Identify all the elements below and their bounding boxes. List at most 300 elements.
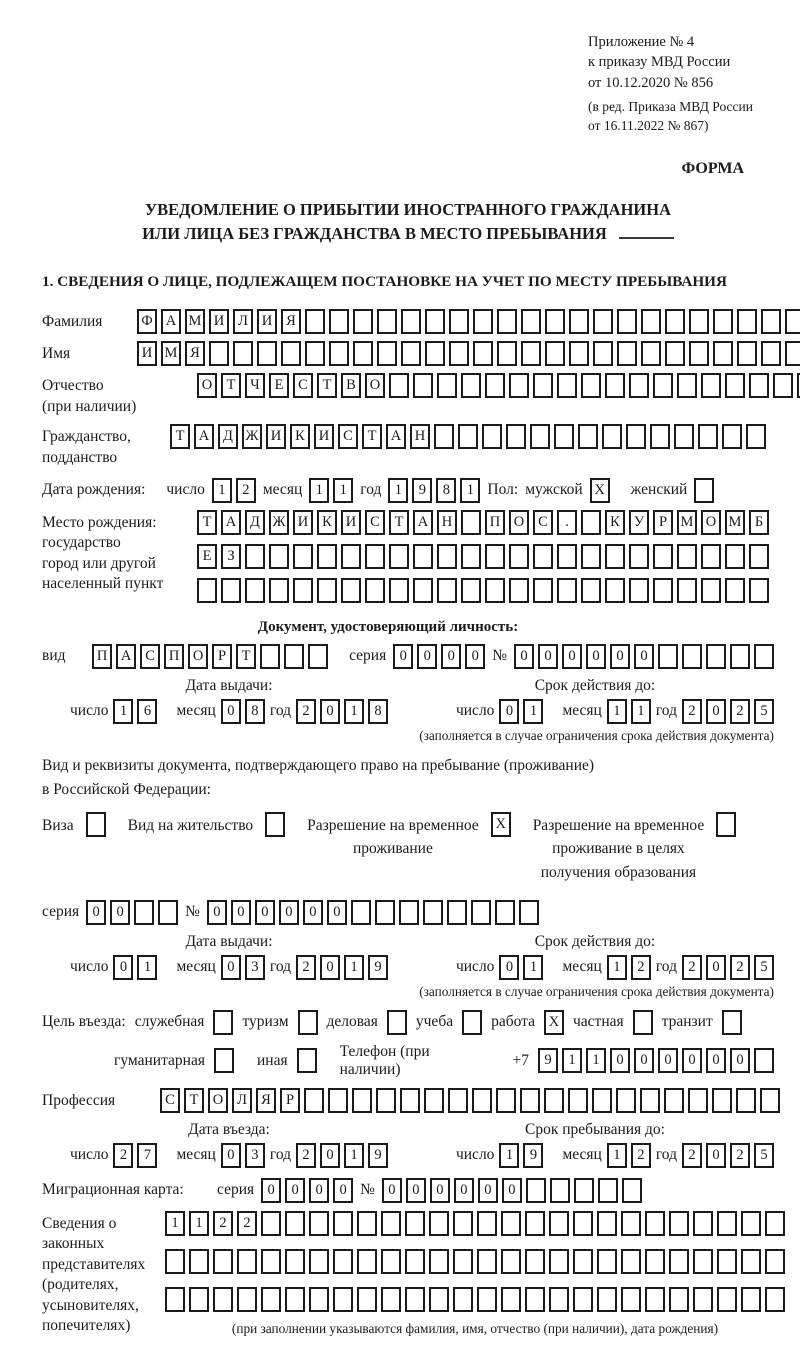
form-cell[interactable]	[713, 341, 733, 366]
form-cell[interactable]	[399, 900, 419, 925]
form-cell[interactable]: С	[338, 424, 358, 449]
form-cell[interactable]	[462, 1010, 482, 1035]
form-cell[interactable]: А	[413, 510, 433, 535]
form-cell[interactable]: С	[533, 510, 553, 535]
form-cell[interactable]	[496, 1088, 516, 1113]
form-cell[interactable]	[308, 644, 328, 669]
form-cell[interactable]	[653, 373, 673, 398]
form-cell[interactable]	[526, 1178, 546, 1203]
form-cell[interactable]	[664, 1088, 684, 1113]
form-cell[interactable]	[581, 373, 601, 398]
form-cell[interactable]: Н	[410, 424, 430, 449]
form-cell[interactable]	[429, 1211, 449, 1236]
form-cell[interactable]	[717, 1287, 737, 1312]
form-cell[interactable]: Т	[170, 424, 190, 449]
form-cell[interactable]	[689, 341, 709, 366]
form-cell[interactable]	[213, 1249, 233, 1274]
form-cell[interactable]: 0	[86, 900, 106, 925]
form-cell[interactable]	[716, 812, 736, 837]
form-cell[interactable]: Ф	[137, 309, 157, 334]
form-cell[interactable]	[189, 1287, 209, 1312]
form-cell[interactable]: Е	[269, 373, 289, 398]
form-cell[interactable]	[309, 1249, 329, 1274]
form-cell[interactable]: П	[485, 510, 505, 535]
form-cell[interactable]: К	[317, 510, 337, 535]
form-cell[interactable]	[197, 578, 217, 603]
form-cell[interactable]	[329, 309, 349, 334]
form-cell[interactable]	[477, 1249, 497, 1274]
form-cell[interactable]	[712, 1088, 732, 1113]
form-cell[interactable]: З	[221, 544, 241, 569]
form-cell[interactable]: 0	[454, 1178, 474, 1203]
form-cell[interactable]: 0	[658, 1048, 678, 1073]
form-cell[interactable]	[485, 544, 505, 569]
form-cell[interactable]: 0	[465, 644, 485, 669]
form-cell[interactable]	[413, 373, 433, 398]
form-cell[interactable]	[605, 373, 625, 398]
form-cell[interactable]	[677, 544, 697, 569]
form-cell[interactable]	[578, 424, 598, 449]
form-cell[interactable]	[461, 544, 481, 569]
form-cell[interactable]: 1	[523, 699, 543, 724]
form-cell[interactable]	[640, 1088, 660, 1113]
form-cell[interactable]	[549, 1249, 569, 1274]
form-cell[interactable]	[581, 544, 601, 569]
form-cell[interactable]	[749, 544, 769, 569]
form-cell[interactable]	[722, 424, 742, 449]
form-cell[interactable]: 0	[610, 644, 630, 669]
form-cell[interactable]	[645, 1211, 665, 1236]
form-cell[interactable]: М	[725, 510, 745, 535]
form-cell[interactable]	[261, 1211, 281, 1236]
form-cell[interactable]	[317, 578, 337, 603]
form-cell[interactable]	[506, 424, 526, 449]
form-cell[interactable]	[461, 373, 481, 398]
form-cell[interactable]	[285, 1249, 305, 1274]
form-cell[interactable]	[525, 1249, 545, 1274]
form-cell[interactable]	[333, 1249, 353, 1274]
form-cell[interactable]: 0	[221, 1143, 241, 1168]
form-cell[interactable]	[309, 1287, 329, 1312]
form-cell[interactable]	[351, 900, 371, 925]
form-cell[interactable]: 0	[478, 1178, 498, 1203]
form-cell[interactable]: М	[185, 309, 205, 334]
form-cell[interactable]	[574, 1178, 594, 1203]
form-cell[interactable]: 0	[417, 644, 437, 669]
form-cell[interactable]: 9	[368, 955, 388, 980]
form-cell[interactable]	[449, 309, 469, 334]
form-cell[interactable]: 0	[231, 900, 251, 925]
form-cell[interactable]: 0	[333, 1178, 353, 1203]
form-cell[interactable]: 1	[499, 1143, 519, 1168]
form-cell[interactable]	[375, 900, 395, 925]
form-cell[interactable]	[437, 373, 457, 398]
form-cell[interactable]	[329, 341, 349, 366]
form-cell[interactable]: А	[194, 424, 214, 449]
form-cell[interactable]: 2	[237, 1211, 257, 1236]
form-cell[interactable]	[458, 424, 478, 449]
form-cell[interactable]: Я	[185, 341, 205, 366]
form-cell[interactable]	[533, 544, 553, 569]
form-cell[interactable]	[605, 544, 625, 569]
form-cell[interactable]	[677, 373, 697, 398]
form-cell[interactable]: И	[293, 510, 313, 535]
form-cell[interactable]	[357, 1211, 377, 1236]
form-cell[interactable]	[677, 578, 697, 603]
form-cell[interactable]: С	[160, 1088, 180, 1113]
form-cell[interactable]: О	[509, 510, 529, 535]
form-cell[interactable]	[501, 1249, 521, 1274]
form-cell[interactable]: Т	[317, 373, 337, 398]
form-cell[interactable]	[381, 1211, 401, 1236]
form-cell[interactable]	[265, 812, 285, 837]
form-cell[interactable]: 0	[706, 1048, 726, 1073]
form-cell[interactable]: 0	[320, 1143, 340, 1168]
form-cell[interactable]	[413, 578, 433, 603]
form-cell[interactable]: Р	[212, 644, 232, 669]
form-cell[interactable]: 0	[441, 644, 461, 669]
form-cell[interactable]	[626, 424, 646, 449]
form-cell[interactable]	[405, 1211, 425, 1236]
form-cell[interactable]	[741, 1249, 761, 1274]
form-cell[interactable]	[519, 900, 539, 925]
form-cell[interactable]: Ч	[245, 373, 265, 398]
form-cell[interactable]: 0	[706, 955, 726, 980]
form-cell[interactable]	[544, 1088, 564, 1113]
form-cell[interactable]: 0	[303, 900, 323, 925]
form-cell[interactable]	[765, 1211, 785, 1236]
form-cell[interactable]	[749, 373, 769, 398]
form-cell[interactable]	[501, 1211, 521, 1236]
form-cell[interactable]	[309, 1211, 329, 1236]
form-cell[interactable]: 2	[296, 699, 316, 724]
form-cell[interactable]	[761, 309, 781, 334]
form-cell[interactable]	[333, 1287, 353, 1312]
form-cell[interactable]	[701, 578, 721, 603]
form-cell[interactable]	[765, 1249, 785, 1274]
form-cell[interactable]	[581, 510, 601, 535]
form-cell[interactable]: Т	[221, 373, 241, 398]
form-cell[interactable]	[165, 1287, 185, 1312]
form-cell[interactable]	[573, 1211, 593, 1236]
form-cell[interactable]	[341, 544, 361, 569]
form-cell[interactable]	[429, 1287, 449, 1312]
form-cell[interactable]	[376, 1088, 396, 1113]
form-cell[interactable]	[592, 1088, 612, 1113]
form-cell[interactable]: О	[188, 644, 208, 669]
form-cell[interactable]	[554, 424, 574, 449]
form-cell[interactable]	[485, 373, 505, 398]
form-cell[interactable]	[549, 1211, 569, 1236]
form-cell[interactable]	[353, 309, 373, 334]
form-cell[interactable]	[573, 1249, 593, 1274]
form-cell[interactable]	[434, 424, 454, 449]
form-cell[interactable]	[525, 1287, 545, 1312]
form-cell[interactable]: X	[544, 1010, 564, 1035]
form-cell[interactable]: 1	[189, 1211, 209, 1236]
form-cell[interactable]	[525, 1211, 545, 1236]
form-cell[interactable]	[533, 578, 553, 603]
form-cell[interactable]: И	[209, 309, 229, 334]
form-cell[interactable]	[269, 544, 289, 569]
form-cell[interactable]: 0	[706, 699, 726, 724]
form-cell[interactable]	[617, 341, 637, 366]
form-cell[interactable]	[365, 578, 385, 603]
form-cell[interactable]: 0	[682, 1048, 702, 1073]
form-cell[interactable]: Л	[233, 309, 253, 334]
form-cell[interactable]	[645, 1287, 665, 1312]
form-cell[interactable]: 9	[412, 478, 432, 503]
form-cell[interactable]	[453, 1211, 473, 1236]
form-cell[interactable]	[341, 578, 361, 603]
form-cell[interactable]	[221, 578, 241, 603]
form-cell[interactable]: Т	[236, 644, 256, 669]
form-cell[interactable]	[520, 1088, 540, 1113]
form-cell[interactable]: 0	[110, 900, 130, 925]
form-cell[interactable]	[689, 309, 709, 334]
form-cell[interactable]	[401, 309, 421, 334]
form-cell[interactable]	[473, 341, 493, 366]
form-cell[interactable]: 2	[682, 955, 702, 980]
form-cell[interactable]	[617, 309, 637, 334]
form-cell[interactable]	[269, 578, 289, 603]
form-cell[interactable]	[413, 544, 433, 569]
form-cell[interactable]: 5	[754, 1143, 774, 1168]
form-cell[interactable]: Я	[256, 1088, 276, 1113]
form-cell[interactable]	[621, 1287, 641, 1312]
form-cell[interactable]	[245, 544, 265, 569]
form-cell[interactable]: У	[629, 510, 649, 535]
form-cell[interactable]: 6	[137, 699, 157, 724]
form-cell[interactable]: 2	[730, 1143, 750, 1168]
form-cell[interactable]	[629, 544, 649, 569]
form-cell[interactable]	[722, 1010, 742, 1035]
form-cell[interactable]	[425, 341, 445, 366]
form-cell[interactable]: Е	[197, 544, 217, 569]
form-cell[interactable]: 2	[631, 955, 651, 980]
form-cell[interactable]	[477, 1287, 497, 1312]
form-cell[interactable]	[357, 1287, 377, 1312]
form-cell[interactable]: 0	[562, 644, 582, 669]
form-cell[interactable]	[754, 644, 774, 669]
form-cell[interactable]: 0	[730, 1048, 750, 1073]
form-cell[interactable]	[629, 578, 649, 603]
form-cell[interactable]: О	[197, 373, 217, 398]
form-cell[interactable]	[285, 1287, 305, 1312]
form-cell[interactable]	[134, 900, 154, 925]
form-cell[interactable]: Д	[218, 424, 238, 449]
form-cell[interactable]: Н	[437, 510, 457, 535]
form-cell[interactable]	[725, 373, 745, 398]
form-cell[interactable]: С	[365, 510, 385, 535]
form-cell[interactable]	[557, 373, 577, 398]
form-cell[interactable]: 2	[296, 1143, 316, 1168]
form-cell[interactable]	[261, 1249, 281, 1274]
form-cell[interactable]: Я	[281, 309, 301, 334]
form-cell[interactable]: 1	[309, 478, 329, 503]
form-cell[interactable]: 3	[245, 1143, 265, 1168]
form-cell[interactable]	[509, 373, 529, 398]
form-cell[interactable]	[281, 341, 301, 366]
form-cell[interactable]: 0	[393, 644, 413, 669]
form-cell[interactable]	[389, 544, 409, 569]
form-cell[interactable]: 2	[296, 955, 316, 980]
form-cell[interactable]	[387, 1010, 407, 1035]
form-cell[interactable]	[569, 341, 589, 366]
form-cell[interactable]: О	[208, 1088, 228, 1113]
form-cell[interactable]: Т	[362, 424, 382, 449]
form-cell[interactable]	[305, 309, 325, 334]
form-cell[interactable]	[400, 1088, 420, 1113]
form-cell[interactable]	[447, 900, 467, 925]
form-cell[interactable]: 1	[523, 955, 543, 980]
form-cell[interactable]	[597, 1211, 617, 1236]
form-cell[interactable]: П	[164, 644, 184, 669]
form-cell[interactable]: 2	[236, 478, 256, 503]
form-cell[interactable]: 1	[137, 955, 157, 980]
form-cell[interactable]	[730, 644, 750, 669]
form-cell[interactable]	[405, 1249, 425, 1274]
form-cell[interactable]: 0	[113, 955, 133, 980]
form-cell[interactable]	[545, 309, 565, 334]
form-cell[interactable]	[550, 1178, 570, 1203]
form-cell[interactable]: 1	[165, 1211, 185, 1236]
form-cell[interactable]	[602, 424, 622, 449]
form-cell[interactable]	[297, 1048, 317, 1073]
form-cell[interactable]: 0	[499, 699, 519, 724]
form-cell[interactable]	[633, 1010, 653, 1035]
form-cell[interactable]	[785, 309, 800, 334]
form-cell[interactable]: 0	[279, 900, 299, 925]
form-cell[interactable]	[605, 578, 625, 603]
form-cell[interactable]	[509, 578, 529, 603]
form-cell[interactable]: 8	[436, 478, 456, 503]
form-cell[interactable]	[597, 1287, 617, 1312]
form-cell[interactable]: 0	[706, 1143, 726, 1168]
form-cell[interactable]	[521, 309, 541, 334]
form-cell[interactable]	[706, 644, 726, 669]
form-cell[interactable]: 9	[523, 1143, 543, 1168]
form-cell[interactable]	[165, 1249, 185, 1274]
form-cell[interactable]: 0	[538, 644, 558, 669]
form-cell[interactable]: И	[341, 510, 361, 535]
form-cell[interactable]	[761, 341, 781, 366]
form-cell[interactable]	[381, 1287, 401, 1312]
form-cell[interactable]	[405, 1287, 425, 1312]
form-cell[interactable]: 0	[255, 900, 275, 925]
form-cell[interactable]: 7	[137, 1143, 157, 1168]
form-cell[interactable]: А	[221, 510, 241, 535]
form-cell[interactable]: 1	[460, 478, 480, 503]
form-cell[interactable]	[461, 578, 481, 603]
form-cell[interactable]	[497, 309, 517, 334]
form-cell[interactable]: 1	[344, 699, 364, 724]
form-cell[interactable]: 0	[586, 644, 606, 669]
form-cell[interactable]	[737, 341, 757, 366]
form-cell[interactable]: О	[701, 510, 721, 535]
form-cell[interactable]: 1	[212, 478, 232, 503]
form-cell[interactable]	[693, 1211, 713, 1236]
form-cell[interactable]	[424, 1088, 444, 1113]
form-cell[interactable]	[658, 644, 678, 669]
form-cell[interactable]	[568, 1088, 588, 1113]
form-cell[interactable]: 0	[320, 699, 340, 724]
form-cell[interactable]: С	[293, 373, 313, 398]
form-cell[interactable]	[669, 1287, 689, 1312]
form-cell[interactable]	[477, 1211, 497, 1236]
form-cell[interactable]	[765, 1287, 785, 1312]
form-cell[interactable]	[665, 341, 685, 366]
form-cell[interactable]	[437, 578, 457, 603]
form-cell[interactable]	[725, 544, 745, 569]
form-cell[interactable]	[581, 578, 601, 603]
form-cell[interactable]	[453, 1287, 473, 1312]
form-cell[interactable]	[682, 644, 702, 669]
form-cell[interactable]	[284, 644, 304, 669]
form-cell[interactable]: 0	[514, 644, 534, 669]
form-cell[interactable]	[461, 510, 481, 535]
form-cell[interactable]	[317, 544, 337, 569]
form-cell[interactable]: 2	[730, 955, 750, 980]
form-cell[interactable]: 0	[320, 955, 340, 980]
form-cell[interactable]: Б	[749, 510, 769, 535]
form-cell[interactable]: 0	[327, 900, 347, 925]
form-cell[interactable]: 1	[631, 699, 651, 724]
form-cell[interactable]	[598, 1178, 618, 1203]
form-cell[interactable]	[593, 309, 613, 334]
form-cell[interactable]	[257, 341, 277, 366]
form-cell[interactable]: 2	[730, 699, 750, 724]
form-cell[interactable]	[285, 1211, 305, 1236]
form-cell[interactable]: А	[116, 644, 136, 669]
form-cell[interactable]	[645, 1249, 665, 1274]
form-cell[interactable]: Д	[245, 510, 265, 535]
form-cell[interactable]	[357, 1249, 377, 1274]
form-cell[interactable]	[353, 341, 373, 366]
form-cell[interactable]	[86, 812, 106, 837]
form-cell[interactable]	[473, 309, 493, 334]
form-cell[interactable]	[653, 544, 673, 569]
form-cell[interactable]	[293, 578, 313, 603]
form-cell[interactable]: В	[341, 373, 361, 398]
form-cell[interactable]	[688, 1088, 708, 1113]
form-cell[interactable]	[533, 373, 553, 398]
form-cell[interactable]: 0	[634, 644, 654, 669]
form-cell[interactable]	[785, 341, 800, 366]
form-cell[interactable]	[237, 1287, 257, 1312]
form-cell[interactable]	[621, 1249, 641, 1274]
form-cell[interactable]	[521, 341, 541, 366]
form-cell[interactable]: .	[557, 510, 577, 535]
form-cell[interactable]	[214, 1048, 234, 1073]
form-cell[interactable]: А	[161, 309, 181, 334]
form-cell[interactable]: 8	[245, 699, 265, 724]
form-cell[interactable]: Р	[653, 510, 673, 535]
form-cell[interactable]	[352, 1088, 372, 1113]
form-cell[interactable]	[497, 341, 517, 366]
form-cell[interactable]: С	[140, 644, 160, 669]
form-cell[interactable]	[158, 900, 178, 925]
form-cell[interactable]	[693, 1249, 713, 1274]
form-cell[interactable]: И	[266, 424, 286, 449]
form-cell[interactable]: 2	[682, 699, 702, 724]
form-cell[interactable]	[616, 1088, 636, 1113]
form-cell[interactable]	[674, 424, 694, 449]
form-cell[interactable]	[298, 1010, 318, 1035]
form-cell[interactable]: 0	[221, 955, 241, 980]
form-cell[interactable]	[698, 424, 718, 449]
form-cell[interactable]	[213, 1287, 233, 1312]
